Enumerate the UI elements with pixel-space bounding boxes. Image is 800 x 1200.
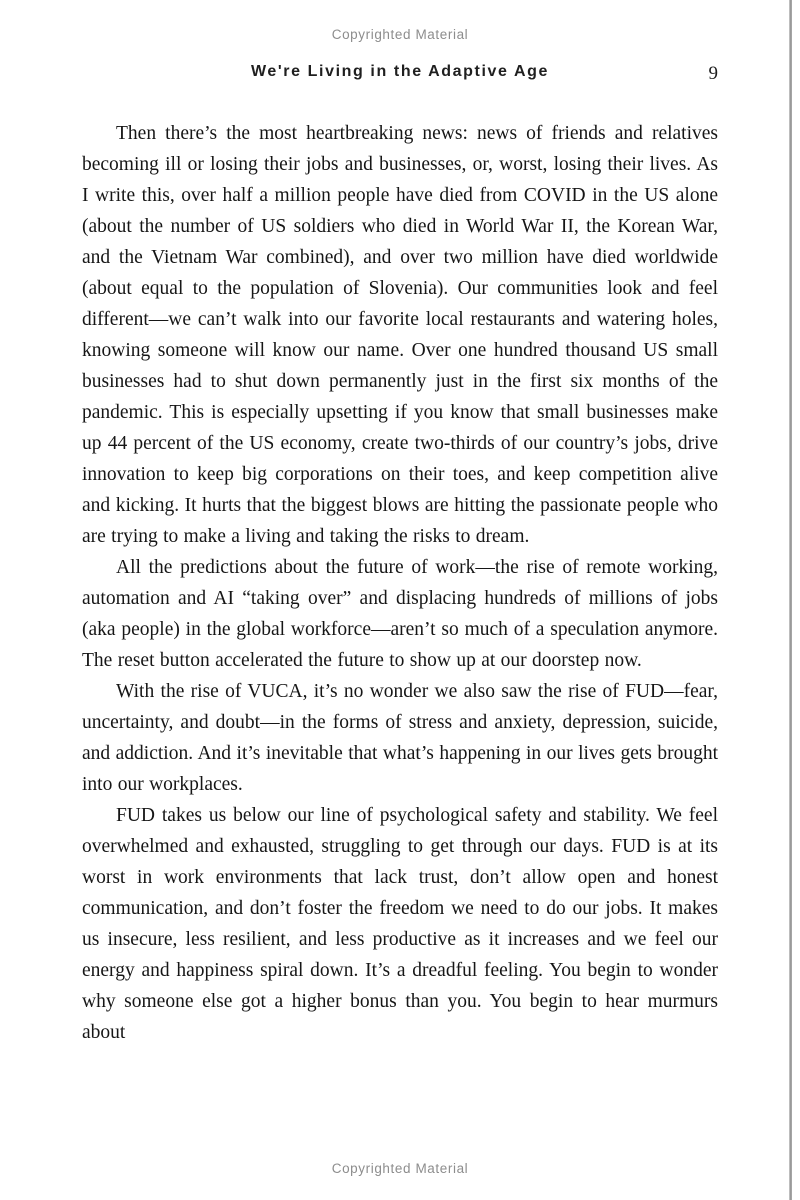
body-text	[82, 118, 718, 1048]
page-edge-shadow	[789, 0, 792, 1200]
paragraph: With the rise of VUCA, it’s no wonder we also saw the rise of FUD—fear, uncertainty, and doubt—in the forms of stress and anxiety, depression, suicide, and addiction. And it’s inevitable that what’s happening in our lives gets brought into our workplaces.	[82, 681, 718, 795]
paragraph: All the predictions about the future of work—the rise of remote working, automation and AI “taking over” and displacing hundreds of millions of jobs (aka people) in the global workforce—aren’t so much of a speculation anymore. The reset button accelerated the future to show up at our doorstep now.	[82, 557, 718, 671]
paragraph: Then there’s the most heartbreaking news: news of friends and relatives becoming ill or losing their jobs and businesses, or, worst, losing their lives. As I write this, over half a million people have died from COVID in the US alone (about the number of US soldiers who died in World War II, the Korean War, and the Vietnam War combined), and over two million have died worldwide (about equal to the population of Slovenia). Our communities look and feel different—we can’t walk into our favorite local restaurants and watering holes, knowing someone will know our name. Over one hundred thousand US small businesses had to shut down permanently just in the first six months of the pandemic. This is especially upsetting if you know that small businesses make up 44 percent of the US economy, create two-thirds of our country’s jobs, drive innovation to keep big corporations on their toes, and keep competition alive and kicking. It hurts that the biggest blows are hitting the passionate people who are trying to make a living and taking the risks to dream.	[82, 123, 718, 547]
running-head-title: We're Living in the Adaptive Age	[250, 63, 549, 80]
copyright-notice-top: Copyrighted Material	[331, 27, 469, 42]
paragraph: FUD takes us below our line of psychological safety and stability. We feel overwhelmed and exhausted, struggling to get through our days. FUD is at its worst in work environments that lack trust, don’t allow open and honest communication, and don’t foster the freedom we need to do our jobs. It makes us insecure, less resilient, and less productive as it increases and we feel our energy and happiness spiral down. It’s a dreadful feeling. You begin to wonder why someone else got a higher bonus than you. You begin to hear murmurs about	[82, 805, 718, 1043]
page-number: 9	[708, 63, 718, 84]
running-head-row	[82, 63, 718, 85]
copyright-notice-bottom: Copyrighted Material	[331, 1161, 469, 1176]
